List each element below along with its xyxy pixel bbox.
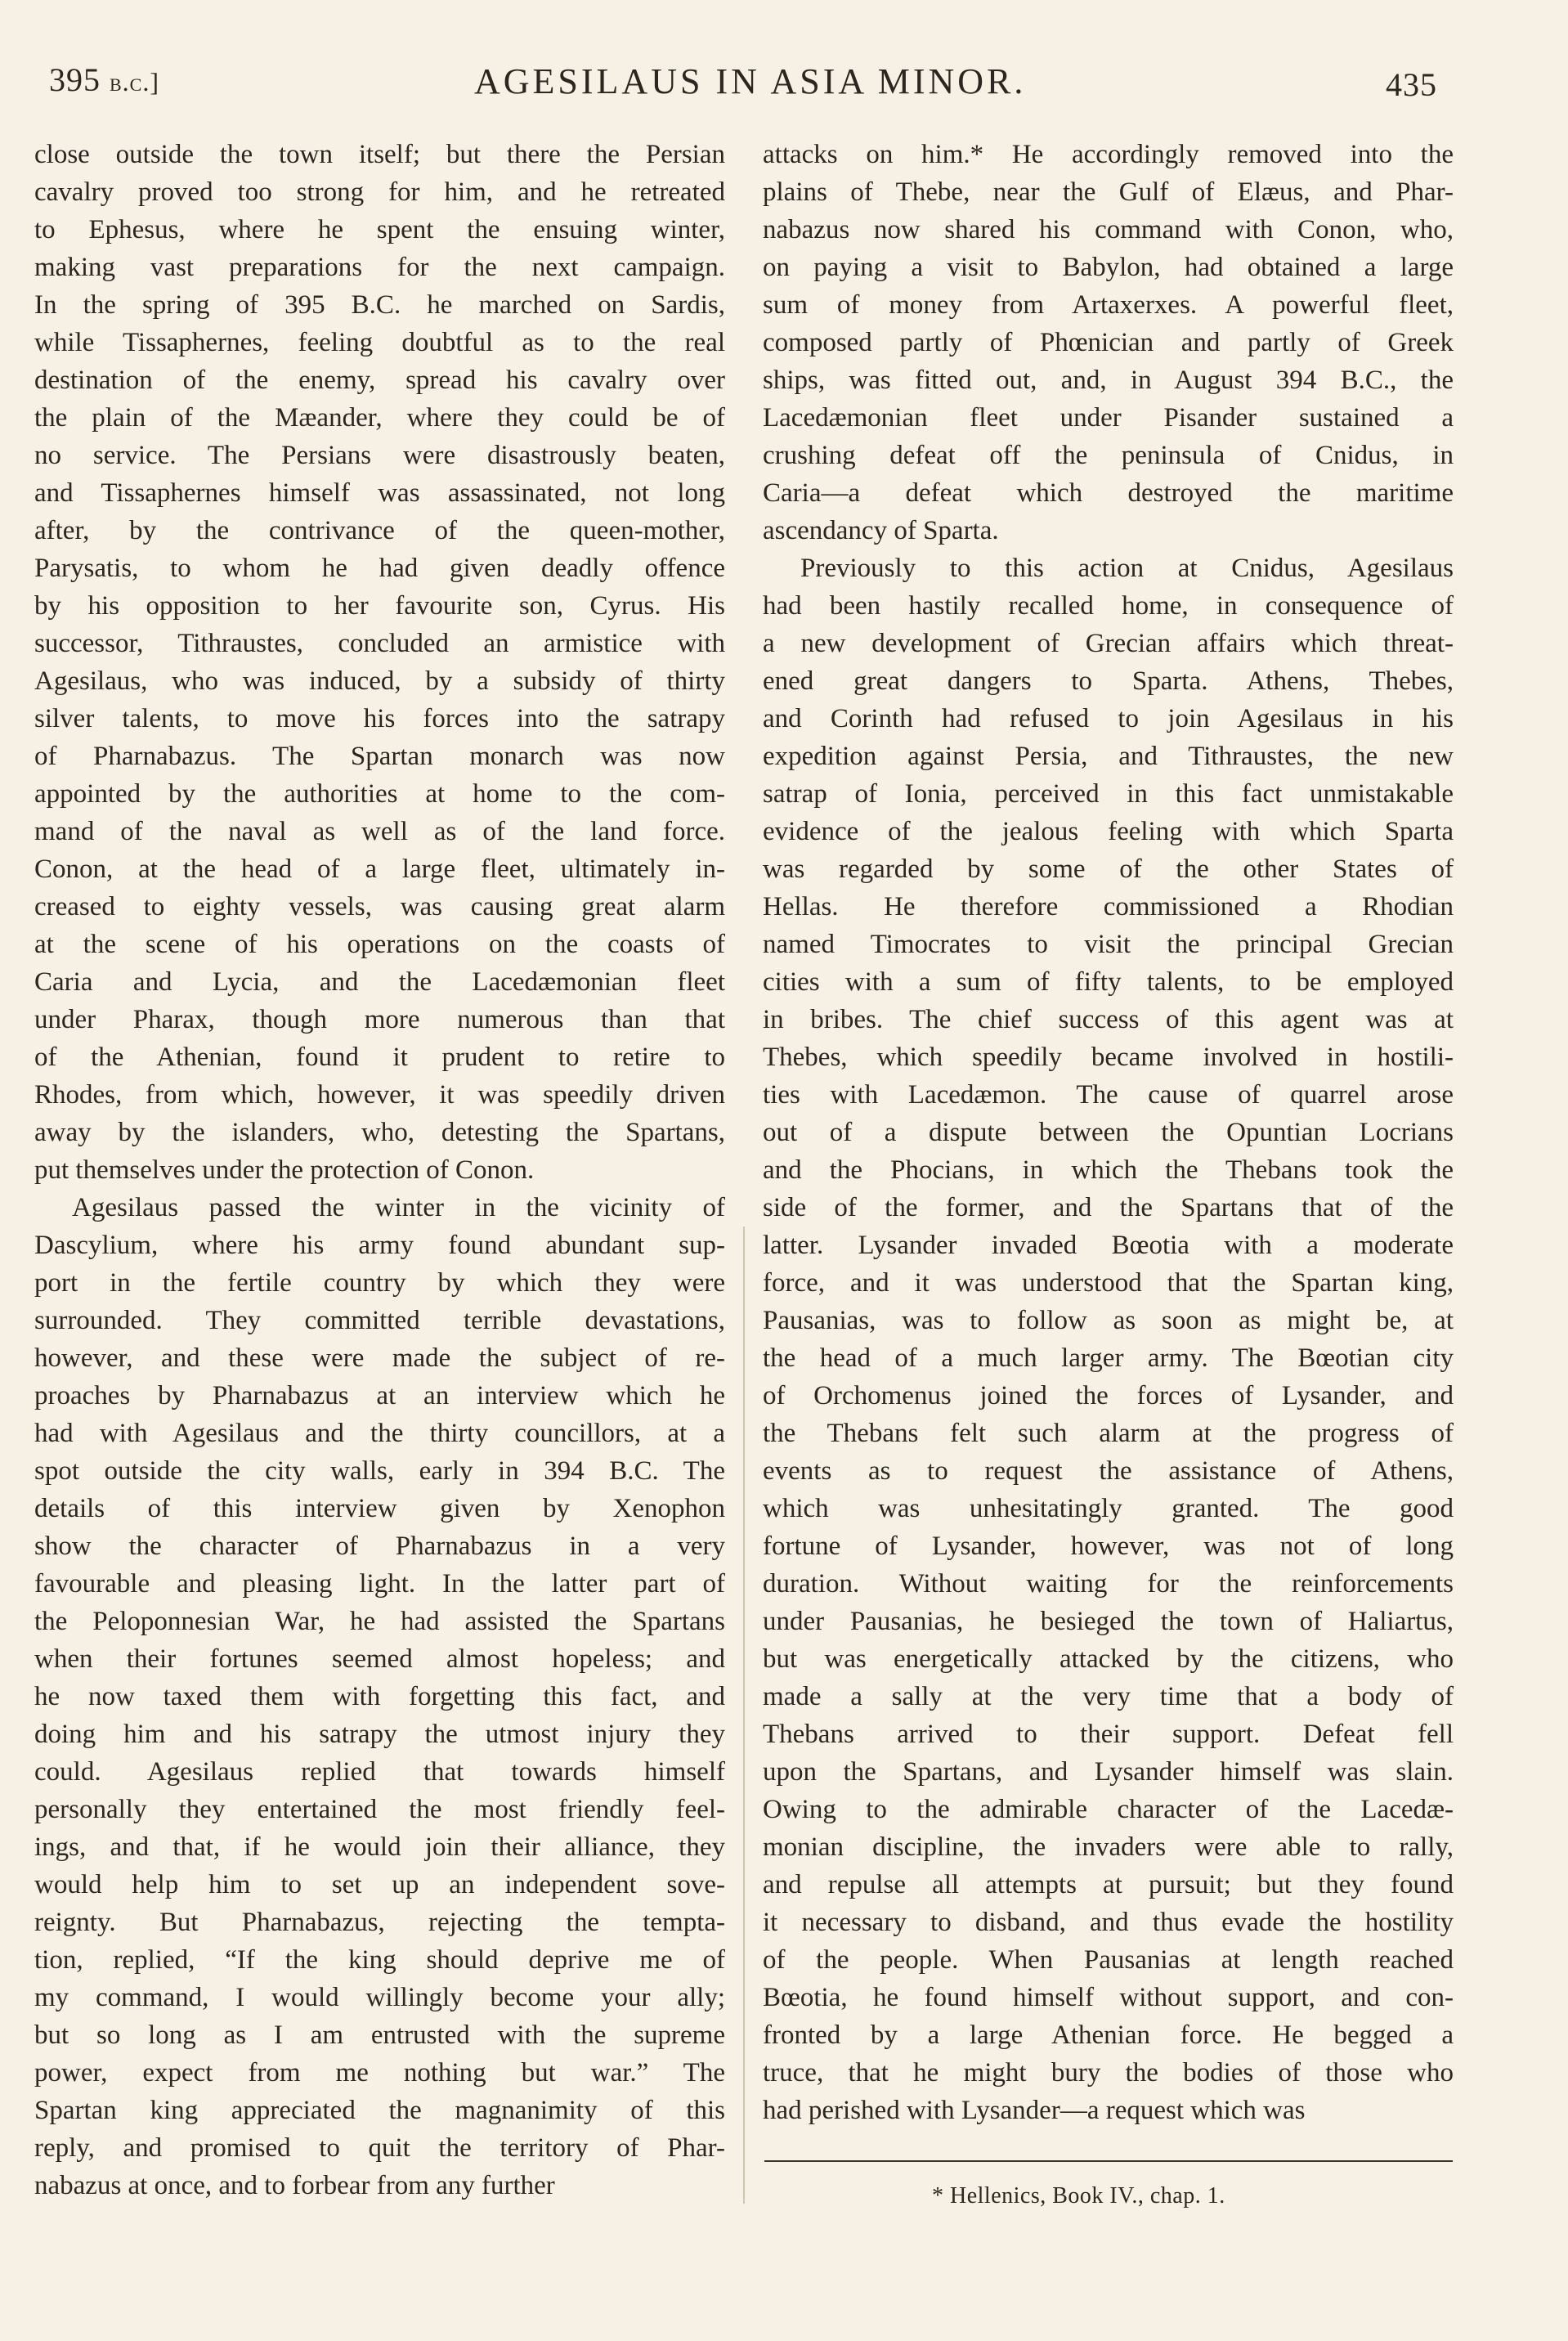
text-line: of the people. When Pausanias at length reached	[763, 1945, 1454, 1975]
text-line: expedition against Persia, and Tithraustes, the new	[763, 742, 1454, 771]
running-head-year: 395	[49, 61, 101, 98]
text-line: and Tissaphernes himself was assassinated, not long	[34, 478, 725, 508]
footnote: * Hellenics, Book IV., chap. 1.	[932, 2183, 1225, 2209]
text-line: power, expect from me nothing but war.” The	[34, 2058, 725, 2088]
text-line: would help him to set up an independent sove-	[34, 1870, 725, 1899]
page-number: 435	[1386, 66, 1437, 103]
text-line: however, and these were made the subject of re-	[34, 1343, 725, 1373]
text-line: the Thebans felt such alarm at the progress of	[763, 1419, 1454, 1448]
text-line: and repulse all attempts at pursuit; but they found	[763, 1870, 1454, 1899]
text-line: could. Agesilaus replied that towards himself	[34, 1757, 725, 1787]
text-line: port in the fertile country by which they were	[34, 1268, 725, 1298]
footnote-rule	[764, 2160, 1453, 2162]
text-line: to Ephesus, where he spent the ensuing winter,	[34, 215, 725, 244]
column-divider	[743, 1227, 745, 2204]
text-line: Previously to this action at Cnidus, Agesilaus	[800, 554, 1454, 583]
text-line: but so long as I am entrusted with the supreme	[34, 2020, 725, 2050]
text-line: Parysatis, to whom he had given deadly offence	[34, 554, 725, 583]
text-line: the head of a much larger army. The Bœotian city	[763, 1343, 1454, 1373]
text-line: named Timocrates to visit the principal Grecian	[763, 930, 1454, 959]
text-line: In the spring of 395 B.C. he marched on Sardis,	[34, 290, 725, 320]
text-line: Rhodes, from which, however, it was speedily driven	[34, 1080, 725, 1110]
text-line: Lacedæmonian fleet under Pisander sustained a	[763, 403, 1454, 433]
text-line: side of the former, and the Spartans that of the	[763, 1193, 1454, 1222]
text-line: details of this interview given by Xenophon	[34, 1494, 725, 1523]
text-line: when their fortunes seemed almost hopeless; and	[34, 1644, 725, 1674]
text-line: mand of the naval as well as of the land force.	[34, 817, 725, 846]
text-line: surrounded. They committed terrible devastations,	[34, 1306, 725, 1335]
text-line: but was energetically attacked by the citizens, who	[763, 1644, 1454, 1674]
text-line: after, by the contrivance of the queen-mother,	[34, 516, 725, 545]
text-line: Agesilaus passed the winter in the vicinity of	[72, 1193, 725, 1222]
text-line: cavalry proved too strong for him, and he retreated	[34, 177, 725, 207]
text-line: events as to request the assistance of Athens,	[763, 1456, 1454, 1486]
text-line: fronted by a large Athenian force. He begged a	[763, 2020, 1454, 2050]
text-line: Spartan king appreciated the magnanimity of this	[34, 2096, 725, 2125]
text-line: by his opposition to her favourite son, Cyrus. His	[34, 591, 725, 621]
text-line: while Tissaphernes, feeling doubtful as to the real	[34, 328, 725, 357]
text-line: latter. Lysander invaded Bœotia with a moderate	[763, 1231, 1454, 1260]
text-line: fortune of Lysander, however, was not of long	[763, 1532, 1454, 1561]
text-line: truce, that he might bury the bodies of those who	[763, 2058, 1454, 2088]
running-head-date	[49, 61, 159, 99]
text-line: at the scene of his operations on the coasts of	[34, 930, 725, 959]
text-line: duration. Without waiting for the reinforcements	[763, 1569, 1454, 1599]
text-line: silver talents, to move his forces into the satrapy	[34, 704, 725, 733]
text-line: away by the islanders, who, detesting the Spartans,	[34, 1118, 725, 1147]
text-line: cities with a sum of fifty talents, to be employed	[763, 967, 1454, 997]
text-line: a new development of Grecian affairs which threat-	[763, 629, 1454, 658]
text-line: Conon, at the head of a large fleet, ultimately in-	[34, 854, 725, 884]
text-line: composed partly of Phœnician and partly of Greek	[763, 328, 1454, 357]
text-line: successor, Tithraustes, concluded an armistice with	[34, 629, 725, 658]
text-line: my command, I would willingly become your ally;	[34, 1983, 725, 2012]
text-line: nabazus at once, and to forbear from any further	[34, 2171, 555, 2200]
text-line: the Peloponnesian War, he had assisted the Spartans	[34, 1607, 725, 1636]
text-line: the plain of the Mæander, where they could be of	[34, 403, 725, 433]
text-line: Caria—a defeat which destroyed the maritime	[763, 478, 1454, 508]
text-line: Caria and Lycia, and the Lacedæmonian fleet	[34, 967, 725, 997]
text-line: close outside the town itself; but there the Persian	[34, 140, 725, 169]
text-line: tion, replied, “If the king should deprive me of	[34, 1945, 725, 1975]
text-line: ships, was fitted out, and, in August 394 B.C., the	[763, 366, 1454, 395]
text-line: under Pharax, though more numerous than that	[34, 1005, 725, 1034]
text-line: of Pharnabazus. The Spartan monarch was now	[34, 742, 725, 771]
text-line: and Corinth had refused to join Agesilaus in his	[763, 704, 1454, 733]
text-line: put themselves under the protection of Conon.	[34, 1155, 535, 1185]
text-line: had been hastily recalled home, in consequence of	[763, 591, 1454, 621]
running-head-title: AGESILAUS IN ASIA MINOR.	[474, 61, 1027, 101]
text-line: favourable and pleasing light. In the latter part of	[34, 1569, 725, 1599]
text-line: ties with Lacedæmon. The cause of quarrel arose	[763, 1080, 1454, 1110]
text-line: Pausanias, was to follow as soon as might be, at	[763, 1306, 1454, 1335]
text-line: in bribes. The chief success of this agent was at	[763, 1005, 1454, 1034]
text-line: Bœotia, he found himself without support, and con-	[763, 1983, 1454, 2012]
text-line: spot outside the city walls, early in 394 B.C. The	[34, 1456, 725, 1486]
text-line: personally they entertained the most friendly feel-	[34, 1795, 725, 1824]
text-line: force, and it was understood that the Spartan king,	[763, 1268, 1454, 1298]
text-line: show the character of Pharnabazus in a very	[34, 1532, 725, 1561]
text-line: under Pausanias, he besieged the town of Haliartus,	[763, 1607, 1454, 1636]
text-line: which was unhesitatingly granted. The good	[763, 1494, 1454, 1523]
text-line: Agesilaus, who was induced, by a subsidy of thirty	[34, 666, 725, 696]
text-line: nabazus now shared his command with Conon, who,	[763, 215, 1454, 244]
text-line: making vast preparations for the next campaign.	[34, 253, 725, 282]
text-line: attacks on him.* He accordingly removed into the	[763, 140, 1454, 169]
text-line: doing him and his satrapy the utmost injury they	[34, 1720, 725, 1749]
text-line: satrap of Ionia, perceived in this fact unmistakable	[763, 779, 1454, 809]
text-line: destination of the enemy, spread his cavalry over	[34, 366, 725, 395]
text-line: appointed by the authorities at home to the com-	[34, 779, 725, 809]
text-line: had with Agesilaus and the thirty councillors, at a	[34, 1419, 725, 1448]
text-line: out of a dispute between the Opuntian Locrians	[763, 1118, 1454, 1147]
text-line: on paying a visit to Babylon, had obtained a large	[763, 253, 1454, 282]
text-line: made a sally at the very time that a body of	[763, 1682, 1454, 1711]
text-line: of the Athenian, found it prudent to retire to	[34, 1043, 725, 1072]
text-line: and the Phocians, in which the Thebans took the	[763, 1155, 1454, 1185]
text-line: Hellas. He therefore commissioned a Rhodian	[763, 892, 1454, 922]
text-line: reignty. But Pharnabazus, rejecting the tempta-	[34, 1908, 725, 1937]
text-line: Thebans arrived to their support. Defeat fell	[763, 1720, 1454, 1749]
text-line: of Orchomenus joined the forces of Lysander, and	[763, 1381, 1454, 1410]
text-line: evidence of the jealous feeling with which Sparta	[763, 817, 1454, 846]
text-line: proaches by Pharnabazus at an interview which he	[34, 1381, 725, 1410]
text-line: no service. The Persians were disastrously beaten,	[34, 441, 725, 470]
text-line: Thebes, which speedily became involved in hostili-	[763, 1043, 1454, 1072]
text-line: reply, and promised to quit the territory of Phar-	[34, 2133, 725, 2163]
text-line: he now taxed them with forgetting this fact, and	[34, 1682, 725, 1711]
left-text-column	[34, 136, 725, 2204]
text-line: crushing defeat off the peninsula of Cnidus, in	[763, 441, 1454, 470]
text-line: Dascylium, where his army found abundant sup-	[34, 1231, 725, 1260]
text-line: had perished with Lysander—a request which was	[763, 2096, 1306, 2125]
text-line: upon the Spartans, and Lysander himself was slain.	[763, 1757, 1454, 1787]
text-line: was regarded by some of the other States of	[763, 854, 1454, 884]
text-line: ened great dangers to Sparta. Athens, Thebes,	[763, 666, 1454, 696]
running-head-era: b.c.]	[110, 67, 160, 96]
text-line: creased to eighty vessels, was causing great alarm	[34, 892, 725, 922]
text-line: plains of Thebe, near the Gulf of Elæus, and Phar-	[763, 177, 1454, 207]
text-line: sum of money from Artaxerxes. A powerful fleet,	[763, 290, 1454, 320]
text-line: it necessary to disband, and thus evade the hostility	[763, 1908, 1454, 1937]
text-line: Owing to the admirable character of the Lacedæ-	[763, 1795, 1454, 1824]
text-line: monian discipline, the invaders were able to rally,	[763, 1832, 1454, 1862]
right-text-column	[763, 136, 1454, 2129]
text-line: ings, and that, if he would join their alliance, they	[34, 1832, 725, 1862]
text-line: ascendancy of Sparta.	[763, 516, 999, 545]
